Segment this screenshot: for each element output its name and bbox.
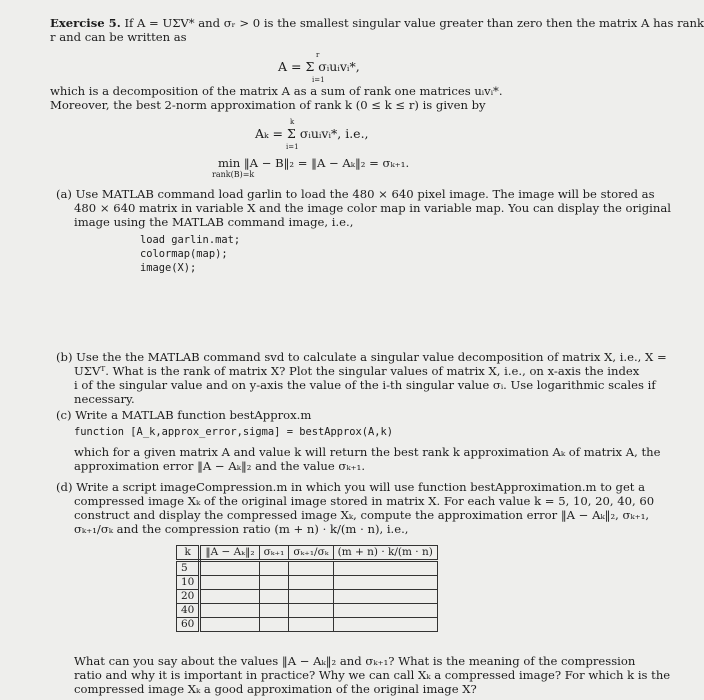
code-line-colormap: colormap(map);	[140, 248, 228, 260]
cell-k: 20	[177, 590, 200, 604]
header-sigma: σₖ₊₁	[259, 546, 289, 561]
eq1-lower-limit: i=1	[312, 76, 325, 84]
header-sigma-ratio: σₖ₊₁/σₖ	[289, 546, 333, 561]
part-c-line-3: approximation error ‖A − Aₖ‖₂ and the value σₖ₊₁.	[74, 459, 366, 473]
part-a-line-1: (a) Use MATLAB command load garlin to load the 480 × 640 pixel image. The image will be stored as	[56, 187, 655, 201]
intro-text-1: If A = UΣV* and σᵣ > 0 is the smallest singular value greater than zero then the matrix A has rank	[124, 16, 704, 30]
eq1-upper-limit: r	[316, 51, 320, 59]
part-b-line-4: necessary.	[74, 392, 135, 406]
question-line-1: What can you say about the values ‖A − Aₖ‖₂ and σₖ₊₁? What is the meaning of the compression	[74, 654, 636, 668]
eq2-lower-limit: i=1	[286, 143, 299, 151]
part-d-line-4: σₖ₊₁/σₖ and the compression ratio (m + n) · k/(m · n), i.e.,	[74, 522, 409, 536]
intro-line-1	[50, 16, 704, 30]
question-line-2: ratio and why it is important in practice? Why we can call Xₖ a compressed image? For which k is the	[74, 668, 671, 682]
part-c-line-1: (c) Write a MATLAB function bestApprox.m	[56, 408, 312, 422]
eq3-subscript: rank(B)=k	[212, 170, 255, 179]
equation-sum-decomposition: A = Σ σᵢuᵢvᵢ*,	[278, 59, 360, 74]
equation-min-norm: min ‖A − B‖₂ = ‖A − Aₖ‖₂ = σₖ₊₁.	[218, 156, 410, 170]
equation-best-approximation: Aₖ = Σ σᵢuᵢvᵢ*, i.e.,	[255, 126, 369, 141]
cell-k: 60	[177, 618, 200, 632]
part-a-line-2: 480 × 640 matrix in variable X and the image color map in variable map. You can display the original	[74, 201, 671, 215]
part-c-line-2: which for a given matrix A and value k will return the best rank k approximation Aₖ of matrix A, the	[74, 445, 661, 459]
cell-k: 40	[177, 604, 200, 618]
part-a-line-3: image using the MATLAB command image, i.e.,	[74, 215, 354, 229]
table-row	[177, 604, 438, 618]
cell-k: 10	[177, 576, 200, 590]
intro-line-2: r and can be written as	[50, 30, 187, 44]
question-line-3: compressed image Xₖ a good approximation of the original image X?	[74, 682, 477, 696]
cell-k: 5	[177, 561, 200, 576]
header-compression-ratio: (m + n) · k/(m · n)	[333, 546, 437, 561]
part-b-line-3: i of the singular value and on y-axis the value of the i-th singular value σᵢ. Use logarithmic scales if	[74, 378, 656, 392]
exercise-heading: Exercise 5.	[50, 16, 121, 30]
table-row	[177, 590, 438, 604]
part-d-line-1: (d) Write a script imageCompression.m in which you will use function bestApproximation.m to get a	[56, 480, 646, 494]
after-eq1-line-1: which is a decomposition of the matrix A as a sum of rank one matrices uᵢvᵢ*.	[50, 84, 503, 98]
eq2-upper-limit: k	[290, 118, 295, 126]
part-d-line-2: compressed image Xₖ of the original image stored in matrix X. For each value k = 5, 10, 20, 40, 60	[74, 494, 655, 508]
code-line-load: load garlin.mat;	[140, 234, 241, 246]
results-table	[176, 545, 438, 632]
header-k: k	[177, 546, 200, 561]
header-approx-error: ‖A − Aₖ‖₂	[200, 546, 259, 561]
code-line-image: image(X);	[140, 262, 197, 274]
code-function-signature: function [A_k,approx_error,sigma] = bestApprox(A,k)	[74, 426, 394, 438]
part-d-line-3: construct and display the compressed image Xₖ, compute the approximation error ‖A − Aₖ‖₂, σₖ₊₁,	[74, 508, 650, 522]
table-row	[177, 561, 438, 576]
part-b-line-1: (b) Use the the MATLAB command svd to calculate a singular value decomposition of matrix X, i.e., X =	[56, 350, 667, 364]
part-b-line-2: UΣVᵀ. What is the rank of matrix X? Plot the singular values of matrix X, i.e., on x-axis the index	[74, 364, 640, 378]
after-eq1-line-2: Moreover, the best 2-norm approximation of rank k (0 ≤ k ≤ r) is given by	[50, 98, 486, 112]
table-header-row	[177, 546, 438, 561]
table-row	[177, 618, 438, 632]
table-row	[177, 576, 438, 590]
